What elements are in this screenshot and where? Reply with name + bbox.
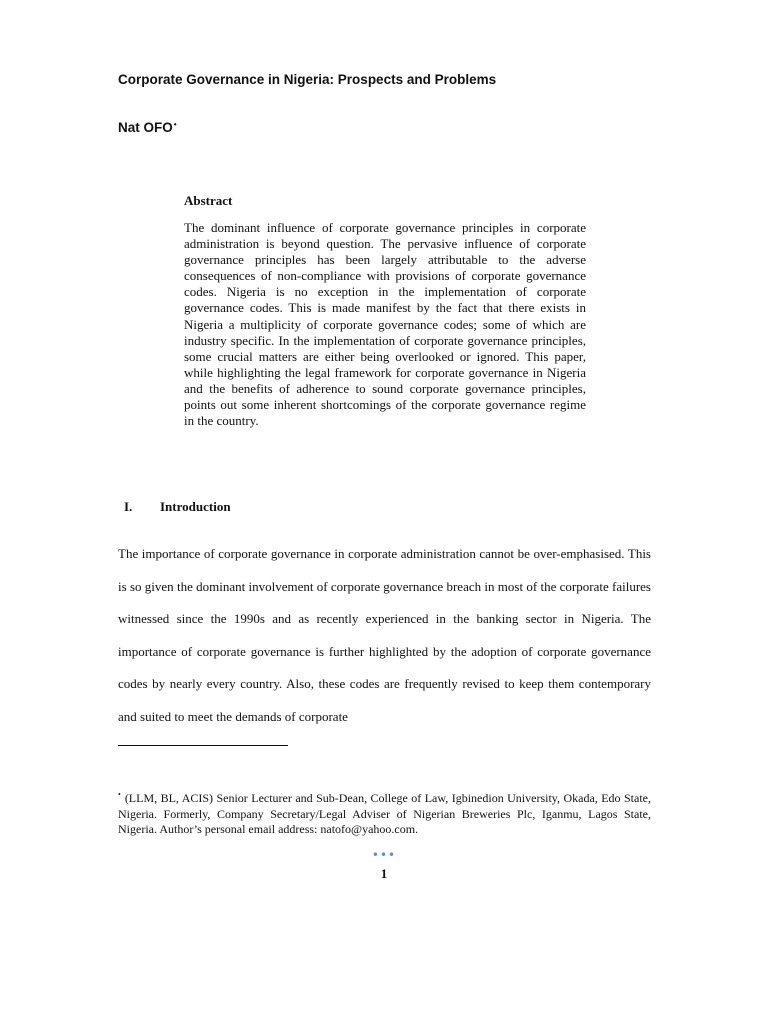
section-heading-introduction (124, 499, 231, 515)
section-title: Introduction (160, 499, 231, 514)
page-number: 1 (380, 866, 388, 881)
footnote-divider (118, 745, 288, 746)
footnote-text: (LLM, BL, ACIS) Senior Lecturer and Sub-Dean, College of Law, Igbinedion University, Okada, Edo State, Nigeria. Formerly, Company Secretary/Legal Adviser of Nigerian Breweries Plc, Iganmu, Lagos State, Nigeria. Author’s personal email address: natofo@yahoo.com. (118, 791, 651, 836)
document-title: Corporate Governance in Nigeria: Prospects and Problems (118, 72, 497, 87)
abstract-text: The dominant influence of corporate governance principles in corporate administration is beyond question. The pervasive influence of corporate governance principles has been largely attributable to the adverse consequences of non-compliance with provisions of corporate governance codes. Nigeria is no exception in the implementation of corporate governance codes. This is made manifest by the fact that there exists in Nigeria a multiplicity of corporate governance codes; some of which are industry specific. In the implementation of corporate governance principles, some crucial matters are either being overlooked or ignored. This paper, while highlighting the legal framework for corporate governance in Nigeria and the benefits of adherence to sound corporate governance principles, points out some inherent shortcomings of the corporate governance regime in the country. (184, 220, 586, 429)
abstract-heading: Abstract (184, 193, 233, 208)
more-options-icon[interactable]: ••• (371, 848, 397, 862)
footnote (118, 787, 651, 838)
footnote-marker: • (118, 790, 121, 799)
section-number: I. (124, 499, 133, 514)
introduction-text: The importance of corporate governance in corporate administration cannot be over-emphasised. This is so given the dominant involvement of corporate governance breach in most of the corporate failures witnessed since the 1990s and as recently experienced in the banking sector in Nigeria. The importance of corporate governance is further highlighted by the adoption of corporate governance codes by nearly every country. Also, these codes are frequently revised to keep them contemporary and suited to meet the demands of corporate (118, 546, 651, 724)
author-name (118, 120, 177, 135)
author-footnote-marker: • (173, 120, 177, 129)
author-name-text: Nat OFO (118, 120, 173, 135)
